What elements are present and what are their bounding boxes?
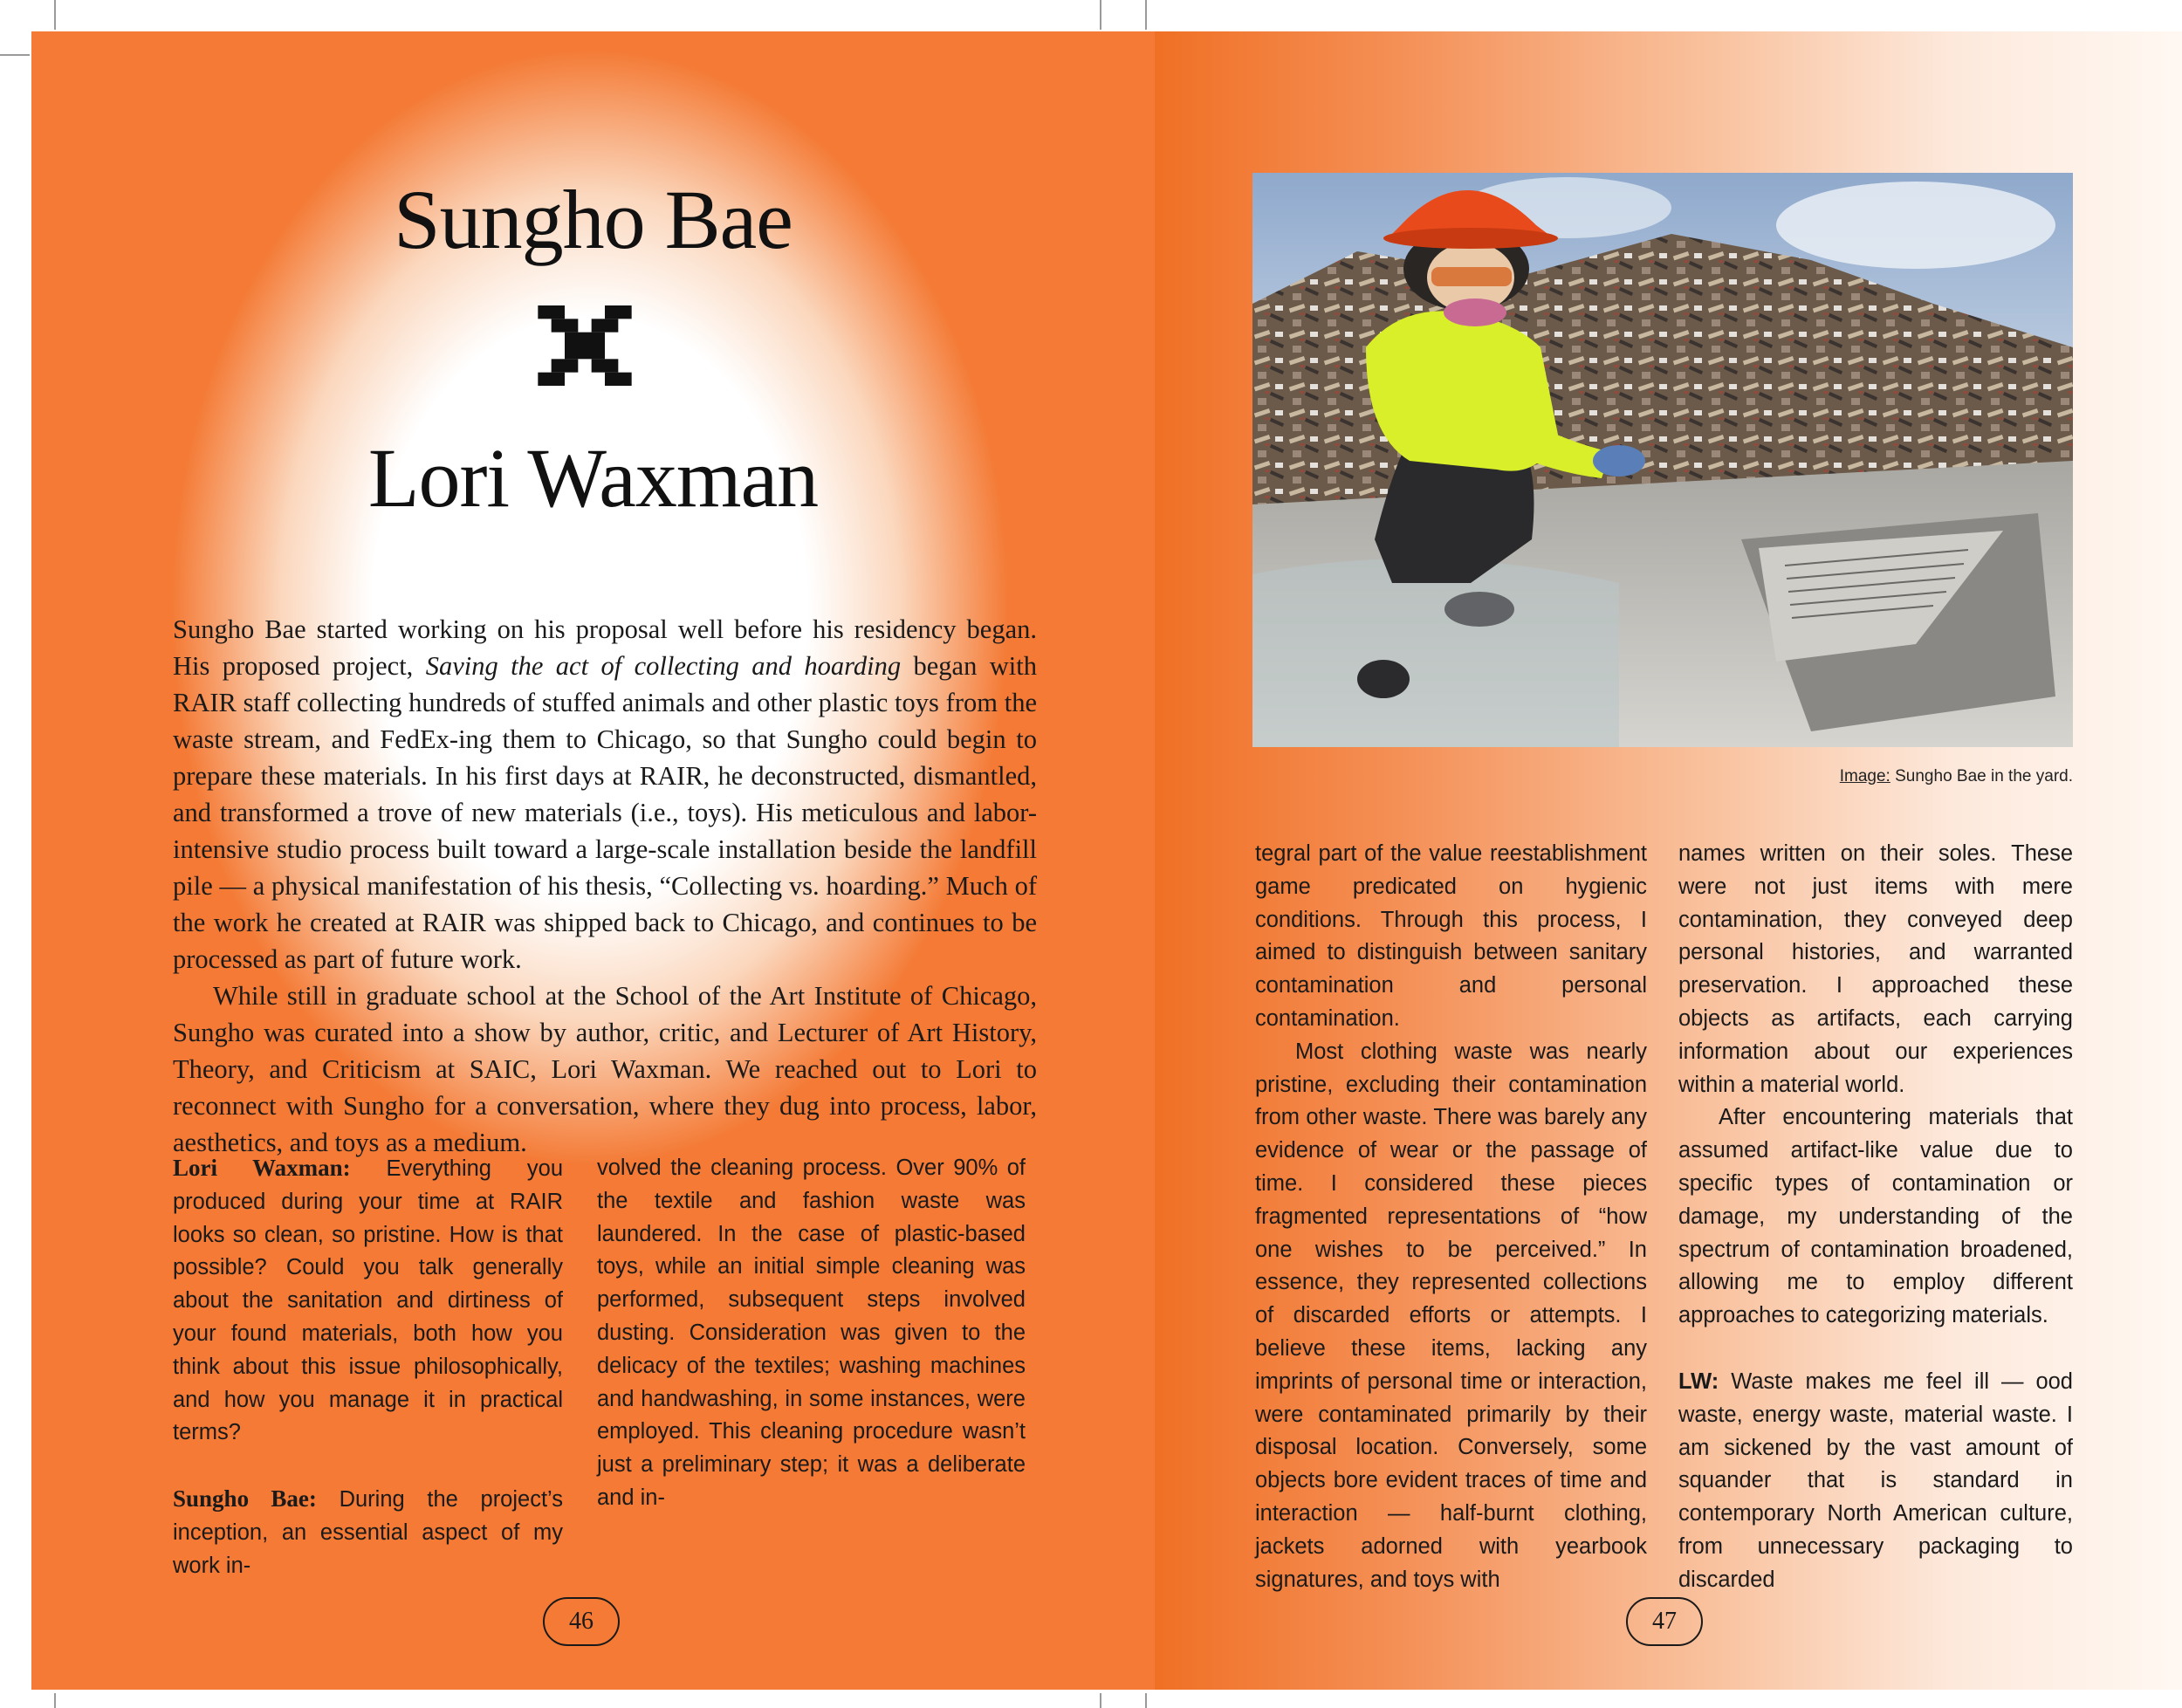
project-title: Saving the act of collecting and hoarding <box>425 651 902 681</box>
right-page <box>1155 31 2182 1690</box>
speaker-label: LW: <box>1678 1368 1719 1394</box>
caption-text: Sungho Bae in the yard. <box>1890 767 2073 785</box>
page-number: 47 <box>1626 1597 1703 1646</box>
crop-mark <box>1100 0 1101 30</box>
interview-text: Everything you produced during your time at RAIR looks so clean, so pristine. How is that possible? Could you talk generally about the sanitation and dirtiness of your found materials, both how you think about this issue philosophically, and how you manage it in practical terms? <box>173 1156 564 1445</box>
title-critic: Lori Waxman <box>367 431 819 525</box>
interview-text: Waste makes me feel ill — ood waste, energy waste, material waste. I am sickened by the vast amount of squander that is standard in contemporary North American culture, from unnecessary packaging to discarded <box>1678 1368 2073 1592</box>
interview-paragraph <box>173 1483 563 1582</box>
intro-text-run: Sungho Bae started working on his proposal well before his residency began. His proposed project, <box>173 614 1037 681</box>
intro-paragraph <box>173 611 1037 977</box>
intro-text <box>173 611 1037 1161</box>
interview-text: During the project’s inception, an essential aspect of my work in- <box>173 1487 563 1578</box>
crop-mark <box>0 54 30 56</box>
interview-paragraph: After encountering materials that assumed artifact-like value due to specific types of contamination or damage, my understanding of the spectrum of contamination broadened, allowing me to employ different approaches to categorizing materials. <box>1678 1105 2073 1328</box>
caption-label: Image: <box>1839 767 1890 785</box>
left-page <box>31 31 1155 1690</box>
interview-paragraph: names written on their soles. These were not just items with mere contamination, they conveyed deep personal histories, and warranted preservation. I approached these objects as artifacts, each carrying information about our experiences within a material world. <box>1678 841 2073 1097</box>
speaker-label: Lori Waxman: <box>173 1155 351 1181</box>
interview-paragraph: Most clothing waste was nearly pristine, excluding their contamination from other waste. There was barely any evidence of wear or the passage of time. I considered these pieces fragmented representations of “how one wishes to be perceived.” In essence, they represented collections of discarded efforts or attempts. I believe these items, lacking any imprints of personal time or interaction, were contaminated primarily by their disposal location. Conversely, some objects bore evident traces of time and interaction — half-burnt clothing, jackets adorned with yearbook signatures, and toys with <box>1255 1039 1647 1592</box>
interview-column-4 <box>1678 838 2073 1597</box>
photo-caption <box>1252 767 2073 786</box>
photo <box>1252 173 2073 747</box>
title-artist: Sungho Bae <box>394 173 793 266</box>
crop-mark <box>54 0 56 30</box>
interview-column-1 <box>173 1152 563 1583</box>
interview-paragraph: tegral part of the value reestablishment game predicated on hygienic conditions. Through this process, I aimed to distinguish between sanitary contamination and personal contamination. <box>1255 841 1647 1031</box>
page-number: 46 <box>543 1597 620 1646</box>
crop-mark <box>1145 0 1147 30</box>
interview-column-2 <box>597 1152 1026 1515</box>
interview-paragraph <box>173 1152 563 1450</box>
pixel-x-icon <box>536 305 634 386</box>
intro-paragraph: While still in graduate school at the School of the Art Institute of Chicago, Sungho was curated into a show by author, critic, and Lecturer of Art History, Theory, and Criticism at SAIC, Lori Waxman. We reached out to Lori to reconnect with Sungho for a conversation, where they dug into process, labor, aesthetics, and toys as a medium. <box>173 981 1037 1157</box>
intro-text-run: began with RAIR staff collecting hundreds of stuffed animals and other plastic toys from the waste stream, and FedEx-ing them to Chicago, so that Sungho could begin to prepare these materials. In his first days at RAIR, he deconstructed, dismantled, and transformed a trove of new materials (i.e., toys). His meticulous and labor-intensive studio process built toward a large-scale installation beside the landfill pile — a physical manifestation of his thesis, “Collecting vs. hoarding.” Much of the work he created at RAIR was shipped back to Chicago, and continues to be processed as part of future work. <box>173 651 1037 974</box>
crop-mark <box>1145 1693 1147 1708</box>
speaker-label: Sungho Bae: <box>173 1485 317 1513</box>
interview-paragraph: volved the cleaning process. Over 90% of the textile and fashion waste was laundered. In the case of plastic-based toys, while an initial simple cleaning was performed, subsequent steps involved dusting. Consideration was given to the delicacy of the textiles; washing machines and handwashing, in some instances, were employed. This cleaning procedure wasn’t just a preliminary step; it was a deliberate and in- <box>597 1156 1026 1510</box>
crop-mark <box>54 1693 56 1708</box>
interview-column-3 <box>1255 838 1647 1596</box>
crop-mark <box>1100 1693 1101 1708</box>
interview-paragraph <box>1678 1366 2073 1597</box>
